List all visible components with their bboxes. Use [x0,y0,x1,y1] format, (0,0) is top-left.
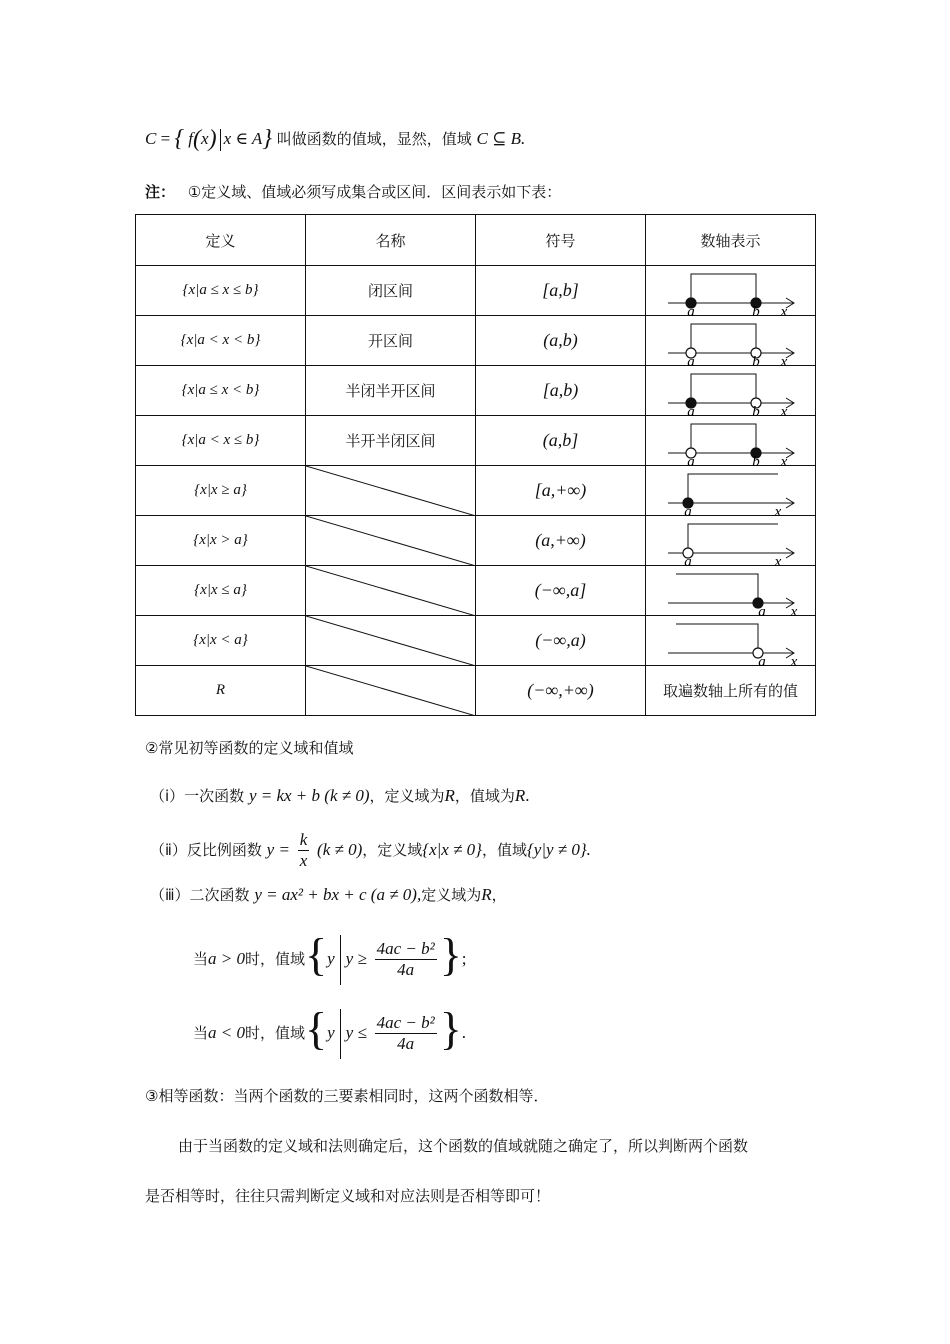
cell-symbol: [a,+∞) [476,466,646,516]
note-label: 注： [145,183,176,201]
section3-para2: 是否相等时，往往只需判断定义域和对应法则是否相等即可！ [145,1187,551,1205]
cell-symbol: [a,b] [476,266,646,316]
quadratic-label: （ⅲ）二次函数 [150,886,250,904]
table-row-ge [136,466,816,516]
cell-symbol: (a,b) [476,316,646,366]
header-name: 名称 [306,215,476,266]
cell-name [306,516,476,566]
note-text: ①定义域、值域必须写成集合或区间．区间表示如下表： [187,183,562,201]
quadratic-function-line [150,883,507,907]
cell-definition: {x|x ≤ a} [136,566,306,616]
linear-formula: y = kx + b (k ≠ 0) [248,786,370,805]
cell-name: 闭区间 [306,266,476,316]
cell-name [306,666,476,716]
inverse-text2: ，值域 [481,841,527,859]
axis-label-b: b [752,404,760,416]
case-pos-text: 时，值域 [245,950,306,968]
cell-name [306,466,476,516]
table-header-row [136,215,816,266]
cell-axis [646,516,816,566]
intro-subset-math: C ⊆ B. [476,129,526,148]
inverse-fraction: $\frac{k}{x}$ [299,830,308,870]
cell-symbol: (a,b] [476,416,646,466]
axis-label-a: a [684,554,692,566]
cell-symbol: (−∞,a) [476,616,646,666]
axis-label-b: b [752,454,760,466]
cell-axis [646,266,816,316]
cell-definition: {x|a ≤ x < b} [136,366,306,416]
axis-label-a: a [687,354,695,366]
section2-title: ②常见初等函数的定义域和值域 [145,739,354,757]
cell-symbol: (−∞,a] [476,566,646,616]
case-neg-fraction: $\frac{\text{4ac − b²}}{4a}$ [376,1013,435,1053]
inverse-y-eq: y = [266,840,290,859]
cell-symbol: (−∞,+∞) [476,666,646,716]
table-row-closed [136,266,816,316]
cell-definition: {x|x ≥ a} [136,466,306,516]
cell-definition: {x|a < x ≤ b} [136,416,306,466]
cell-axis [646,566,816,616]
cell-definition: {x|a ≤ x ≤ b} [136,266,306,316]
table-row-half-closed-open [136,366,816,416]
intro-text: 叫做函数的值域，显然，值域 [276,130,472,148]
cell-definition: {x|x < a} [136,616,306,666]
case-neg-ineq: y ≤ [345,1023,367,1042]
diagonal-slash [306,666,476,716]
cell-name [306,616,476,666]
axis-label-x: x [774,504,782,516]
note-line [145,180,561,204]
table-row-open [136,316,816,366]
section3-para1: 由于当函数的定义域和法则确定后，这个函数的值域就随之确定了，所以判断两个函数 [178,1137,749,1155]
axis-label-a: a [687,304,695,316]
table-row-gt [136,516,816,566]
linear-range: R [514,786,526,805]
axis-label-a: a [687,404,695,416]
axis-label-x: x [780,404,788,416]
diagonal-slash [306,516,476,566]
quadratic-text2: ， [491,886,507,904]
linear-domain: R [444,786,455,805]
cell-symbol: [a,b) [476,366,646,416]
case-pos-set-y: y [327,949,335,968]
case-neg-cond: a < 0 [208,1023,245,1042]
linear-function-line [150,784,530,808]
cell-axis [646,316,816,366]
quadratic-case-positive: 当a > 0时，值域{y y ≥ $\frac{\text{4ac − b²}}{4a}$ }; [193,934,467,985]
inverse-range: {y|y ≠ 0}. [526,840,591,859]
number-line-figure [646,416,816,466]
table-row-le [136,566,816,616]
header-definition: 定义 [136,215,306,266]
case-pos-cond: a > 0 [208,949,245,968]
diagonal-slash [306,466,476,516]
interval-table [135,214,816,716]
diagonal-slash [306,566,476,616]
case-neg-end: . [461,1023,467,1042]
intro-math-range-set: C = { f(x) x ∈ A} [145,126,272,152]
number-line-figure [646,566,816,616]
inverse-cond: (k ≠ 0) [317,840,363,859]
cell-axis: 取遍数轴上所有的值 [646,666,816,716]
table-row-lt [136,616,816,666]
number-line-figure [646,366,816,416]
axis-label-b: b [752,304,760,316]
case-pos-fraction: $\frac{\text{4ac − b²}}{4a}$ [376,939,435,979]
linear-text1: ，定义域为 [369,787,445,805]
cell-definition: {x|x > a} [136,516,306,566]
cell-name: 半开半闭区间 [306,416,476,466]
cell-symbol: (a,+∞) [476,516,646,566]
axis-label-x: x [790,604,798,616]
axis-label-x: x [780,304,788,316]
axis-label-x: x [780,454,788,466]
table-row-half-open-closed [136,416,816,466]
linear-text2: ，值域为 [454,787,515,805]
axis-label-a: a [758,654,766,666]
cell-axis [646,466,816,516]
number-line-figure [646,266,816,316]
header-symbol: 符号 [476,215,646,266]
inverse-label: （ⅱ）反比例函数 [150,841,262,859]
axis-label-a: a [687,454,695,466]
inverse-domain: {x|x ≠ 0} [422,840,482,859]
linear-label: （ⅰ）一次函数 [150,787,245,805]
cell-definition: R [136,666,306,716]
cell-name [306,566,476,616]
table-row-all-reals [136,666,816,716]
cell-axis [646,416,816,466]
header-axis: 数轴表示 [646,215,816,266]
case-neg-text: 时，值域 [245,1024,306,1042]
case-pos-ineq: y ≥ [345,949,367,968]
number-line-figure [646,616,816,666]
quadratic-domain: R [481,885,492,904]
axis-label-a: a [758,604,766,616]
diagonal-slash [306,616,476,666]
axis-label-a: a [684,504,692,516]
linear-end: . [525,786,530,805]
number-line-figure [646,316,816,366]
quadratic-formula: y = ax² + bx + c (a ≠ 0), [254,885,422,904]
axis-label-x: x [790,654,798,666]
number-line-figure [646,516,816,566]
cell-axis [646,616,816,666]
cell-name: 开区间 [306,316,476,366]
case-pos-end: ; [461,949,467,968]
inverse-text1: ，定义域 [362,841,423,859]
case-neg-set-y: y [327,1023,335,1042]
number-line-figure [646,466,816,516]
cell-name: 半闭半开区间 [306,366,476,416]
axis-label-x: x [780,354,788,366]
quadratic-text1: 定义域为 [421,886,482,904]
section3-title: ③相等函数：当两个函数的三要素相同时，这两个函数相等． [145,1087,549,1105]
intro-line [145,127,525,151]
axis-label-x: x [774,554,782,566]
inverse-function-line [150,830,591,871]
cell-axis [646,366,816,416]
quadratic-case-negative: 当a < 0时，值域{y y ≤ $\frac{\text{4ac − b²}}{4a}$ }. [193,1008,466,1059]
axis-label-b: b [752,354,760,366]
cell-definition: {x|a < x < b} [136,316,306,366]
